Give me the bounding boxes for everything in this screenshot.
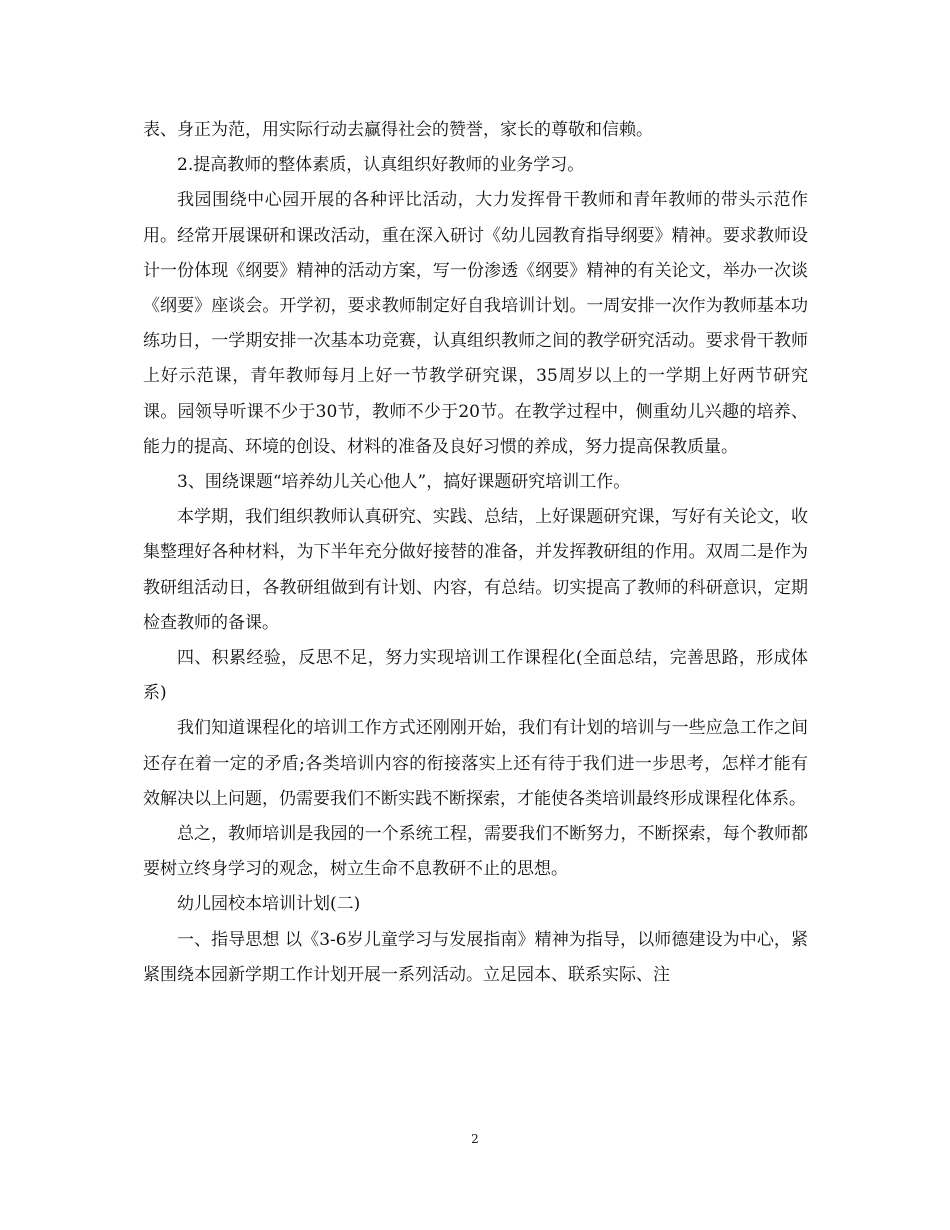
paragraph-6: 四、积累经验，反思不足，努力实现培训工作课程化(全面总结，完善思路，形成体系) — [143, 648, 808, 704]
page-number: 2 — [471, 1132, 479, 1146]
paragraph-5: 本学期，我们组织教师认真研究、实践、总结，上好课题研究课，写好有关论文，收集整理好各种材料，为下半年充分做好接替的准备，并发挥教研组的作用。双周二是作为教研组活动日，各教研组做到有计划、内容，有总结。切实提高了教师的科研意识，定期检查教师的备课。 — [143, 507, 808, 633]
paragraph-4: 3、围绕课题“培养幼儿关心他人”，搞好课题研究培训工作。 — [177, 472, 631, 493]
paragraph-10: 一、指导思想 以《3-6岁儿童学习与发展指南》精神为指导，以师德建设为中心，紧紧围绕本园新学期工作计划开展一系列活动。立足园本、联系实际、注 — [143, 929, 808, 985]
paragraph-3: 我园围绕中心园开展的各种评比活动，大力发挥骨干教师和青年教师的带头示范作用。经常开展课研和课改活动，重在深入研讨《幼儿园教育指导纲要》精神。要求教师设计一份体现《纲要》精神的活动方案，写一份渗透《纲要》精神的有关论文，举办一次谈《纲要》座谈会。开学初，要求教师制定好自我培训计划。一周安排一次作为教师基本功练功日，一学期安排一次基本功竞赛，认真组织教师之间的教学研究活动。要求骨干教师上好示范课，青年教师每月上好一节教学研究课，35周岁以上的一学期上好两节研究课。园领导听课不少于30节，教师不少于20节。在教学过程中，侧重幼儿兴趣的培养、能力的提高、环境的创设、材料的准备及良好习惯的养成，努力提高保教质量。 — [143, 190, 808, 457]
paragraph-2: 2.提高教师的整体素质，认真组织好教师的业务学习。 — [177, 155, 585, 176]
paragraph-7: 我们知道课程化的培训工作方式还刚刚开始，我们有计划的培训与一些应急工作之间还存在着一定的矛盾;各类培训内容的衔接落实上还有待于我们进一步思考，怎样才能有效解决以上问题，仍需要我们不断实践不断探索，才能使各类培训最终形成课程化体系。 — [143, 718, 808, 809]
paragraph-1: 表、身正为范，用实际行动去赢得社会的赞誉，家长的尊敬和信赖。 — [143, 120, 653, 140]
section-heading: 幼儿园校本培训计划(二) — [177, 894, 361, 915]
paragraph-8: 总之，教师培训是我园的一个系统工程，需要我们不断努力，不断探索，每个教师都要树立终身学习的观念，树立生命不息教研不止的思想。 — [143, 824, 808, 880]
document-body — [143, 113, 808, 993]
